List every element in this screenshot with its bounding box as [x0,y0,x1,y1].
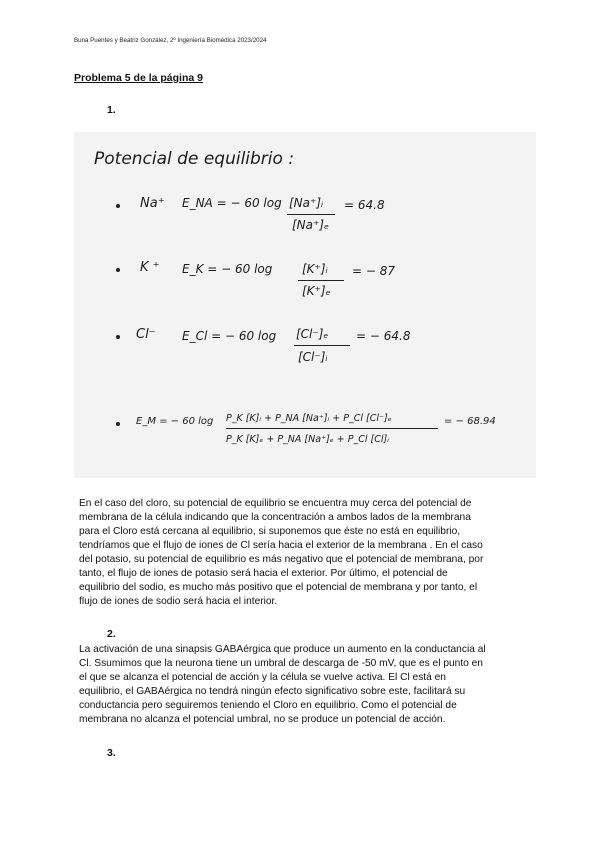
cl-denominator: [Cl⁻]ᵢ [298,350,328,364]
k-equation-lhs: E_K = − 60 log [182,262,273,276]
na-result: = 64.8 [344,198,385,212]
document-header: Buna Puentes y Beatriz González, 2º Ingeniería Biomédica 2023/2024 [74,37,267,44]
paragraph-1-line-4: tendríamos que el flujo de iones de Cl sería hacia el exterior de la membrana . En el caso [79,540,483,551]
bullet-em [116,422,120,426]
section-number-1: 1. [107,104,116,116]
bullet-cl [116,335,120,339]
bullet-k [116,268,120,272]
em-equation-lhs: E_M = − 60 log [136,416,214,427]
paragraph-2-line-3: el que se alcanza el potencial de acción y la célula se vuelve activa. El Cl está en [79,672,446,683]
k-ion: K ⁺ [140,260,160,275]
cl-equation-lhs: E_Cl = − 60 log [182,329,277,343]
paragraph-2-line-6: membrana no alcanza el potencial umbral, no se produce un potencial de acción. [79,714,446,725]
em-result: = − 68.94 [444,416,496,427]
cl-fraction-bar [294,345,350,346]
paragraph-2-line-5: conductancia pero seguiremos teniendo el Cloro en equilibrio. Como el potencial de [79,700,457,711]
k-numerator: [K⁺]ᵢ [302,262,328,276]
k-denominator: [K⁺]ₑ [302,284,331,298]
handwritten-notes-photo [74,132,536,478]
cl-ion: Cl⁻ [136,327,156,342]
paragraph-2-line-2: Cl. Ssumimos que la neurona tiene un umbral de descarga de -50 mV, que es el punto en [79,658,483,669]
na-fraction-bar [287,214,335,215]
paragraph-2-line-4: equilibrio, el GABAérgica no tendrá ningún efecto significativo sobre este, facilitará su [79,686,466,697]
cl-numerator: [Cl⁻]ₑ [296,327,329,341]
na-denominator: [Na⁺]ₑ [292,218,330,232]
k-fraction-bar [298,280,344,281]
paragraph-1-line-3: para el Cloro está cercana al equilibrio, si suponemos que éste no está en equilibrio, [79,526,461,537]
na-numerator: [Na⁺]ᵢ [289,196,324,210]
na-ion: Na⁺ [140,196,165,211]
paragraph-1-line-8: flujo de iones de sodio será hacia el interior. [79,596,278,607]
paragraph-2-line-1: La activación de una sinapsis GABAérgica que produce un aumento en la conductancia al [79,644,486,655]
em-fraction-bar [226,428,438,429]
cl-result: = − 64.8 [356,329,411,343]
bullet-na [116,204,120,208]
section-number-3: 3. [107,747,116,759]
em-denominator: P_K [K]ₑ + P_NA [Na⁺]ₑ + P_Cl [Cl]ᵢ [226,434,389,445]
paragraph-1-line-2: membrana de la célula indicando que la concentración a ambos lados de la membrana [79,512,471,523]
k-result: = − 87 [352,264,396,278]
paragraph-1-line-1: En el caso del cloro, su potencial de equilibrio se encuentra muy cerca del potencial de [79,498,472,509]
section-number-2: 2. [107,628,116,640]
em-numerator: P_K [K]ᵢ + P_NA [Na⁺]ᵢ + P_Cl [Cl⁻]ₑ [226,413,392,424]
na-equation-lhs: E_NA = − 60 log [182,196,282,210]
paragraph-1-line-7: equilibrio del sodio, es mucho más positivo que el potencial de membrana y por tanto, el [79,582,478,593]
paragraph-1-line-6: tanto, el flujo de iones de potasio será hacia el exterior. Por último, el potencial de [79,568,448,579]
problem-title: Problema 5 de la página 9 [74,72,203,84]
paragraph-1-line-5: del potasio, su potencial de equilibrio es más negativo que el potencial de membrana, por [79,554,484,565]
handwritten-heading: Potencial de equilibrio : [94,149,295,169]
